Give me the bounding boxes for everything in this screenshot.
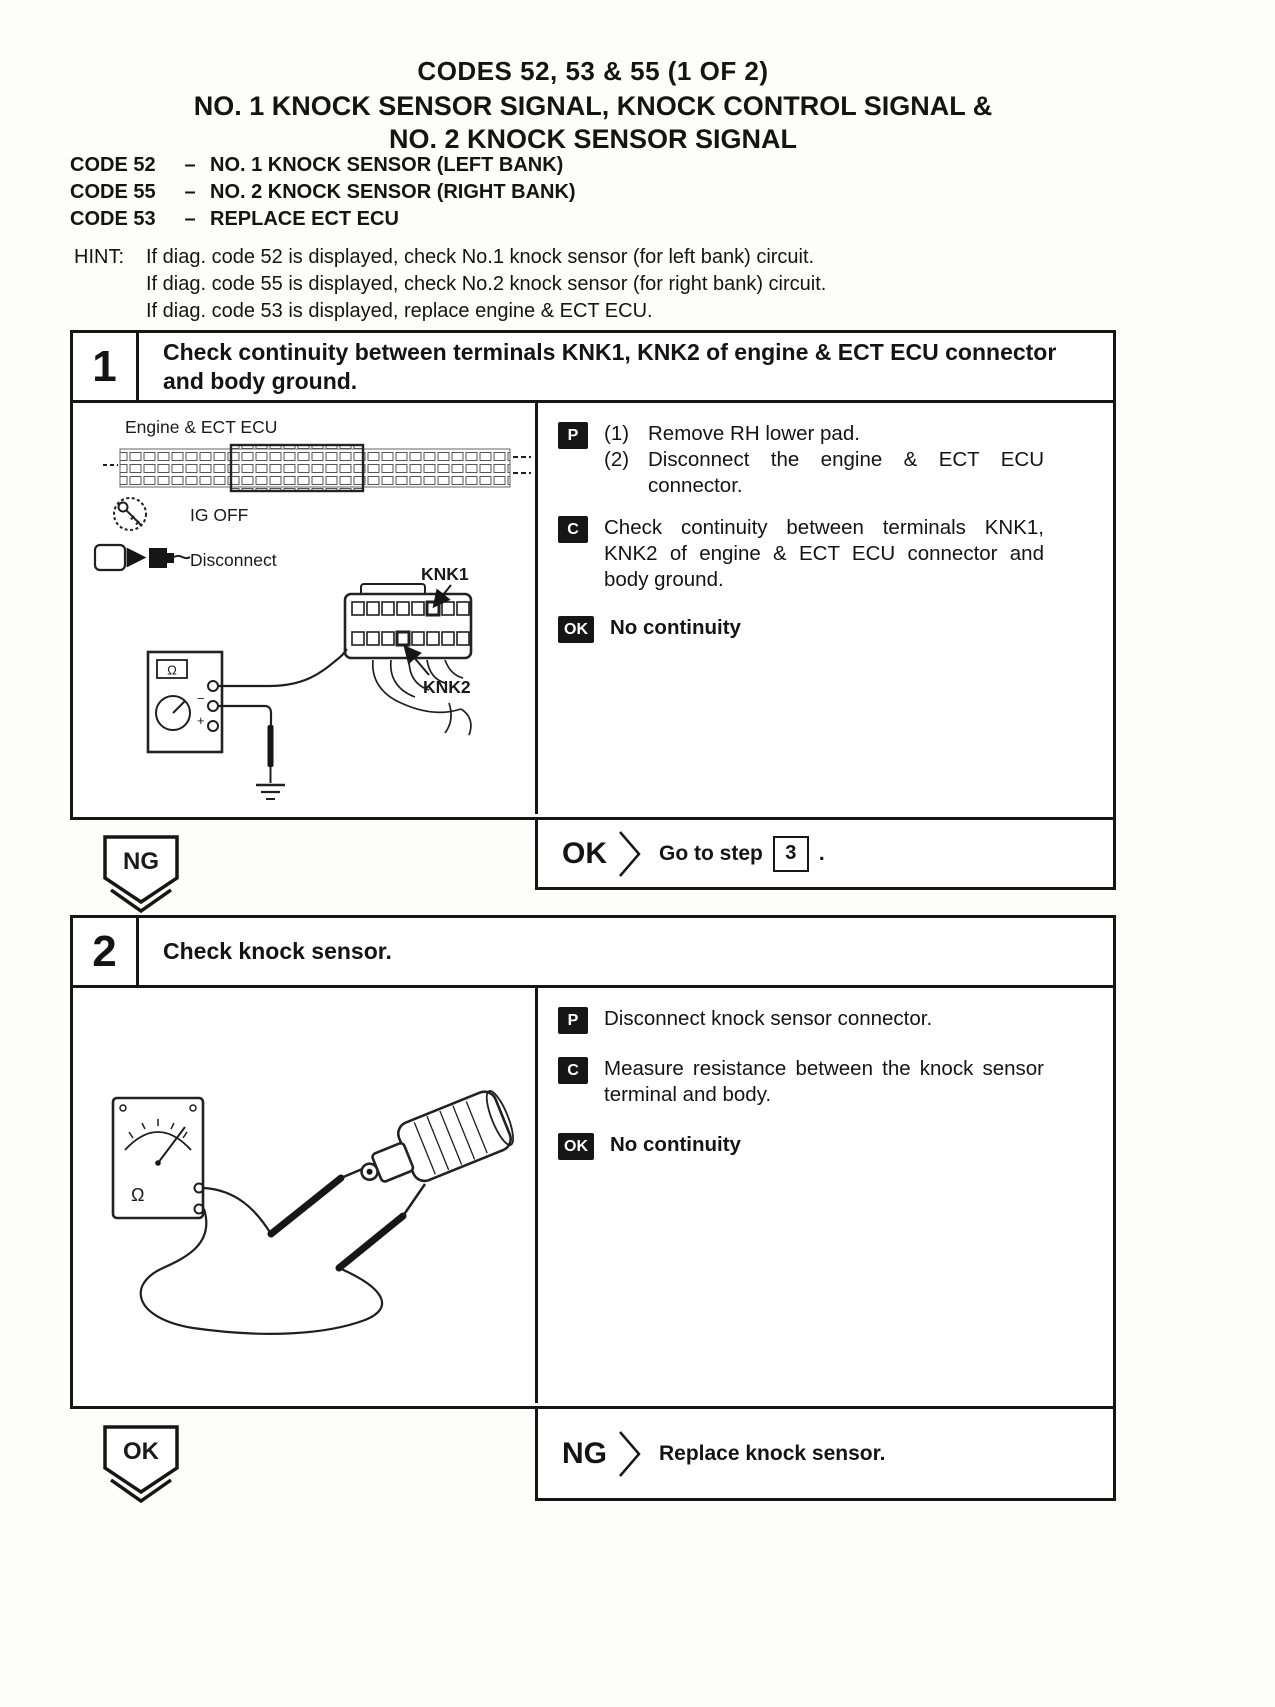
period: .	[818, 841, 825, 865]
ok-spec	[558, 1132, 1089, 1160]
code-dash: –	[184, 154, 196, 176]
check-text: Check continuity between terminals KNK1, KNK2 of engine & ECT ECU connector and body ground.	[604, 516, 1044, 591]
disconnect-icon	[95, 545, 190, 570]
step-2-diagram	[73, 988, 538, 1403]
flow-chevron-icon	[617, 1429, 643, 1479]
code-id: CODE 52	[70, 154, 156, 176]
code-row	[70, 179, 576, 206]
step-1-title: Check continuity between terminals KNK1, KNK2 of engine & ECT ECU connector and body ground.	[163, 338, 1057, 394]
step-1-instructions	[538, 403, 1113, 814]
step-1-number: 1	[73, 333, 139, 400]
ng-action-text: Replace knock sensor.	[659, 1441, 886, 1465]
prepare-badge: P	[558, 422, 588, 449]
knock-sensor	[350, 1086, 519, 1202]
ok-spec-text: No continuity	[610, 1133, 741, 1156]
prepare-item	[604, 447, 1044, 499]
disconnect-label: Disconnect	[190, 550, 277, 570]
step-2-box	[70, 915, 1116, 1409]
ecu-connector-block	[345, 584, 471, 658]
hint-block	[74, 244, 826, 325]
hint-label: HINT:	[74, 246, 124, 268]
code-dash: –	[184, 181, 196, 203]
ignition-key-icon	[114, 498, 146, 530]
ok-badge: OK	[558, 1133, 594, 1160]
knock-sensor-test-diagram	[73, 988, 535, 1403]
code-id: CODE 55	[70, 181, 156, 203]
go-to-step-text: Go to step	[659, 841, 763, 865]
check-step	[558, 1056, 1089, 1108]
ok-flow-marker	[102, 1424, 182, 1504]
prepare-step	[558, 1006, 1089, 1034]
code-row	[70, 152, 576, 179]
ecu-connector-label: Engine & ECT ECU	[125, 417, 278, 437]
ok-spec	[558, 615, 1089, 643]
svg-text:+: +	[197, 713, 205, 728]
step-2-instructions	[538, 988, 1113, 1403]
flow-chevron-icon	[617, 829, 643, 879]
title-line-2: NO. 1 KNOCK SENSOR SIGNAL, KNOCK CONTROL SIGNAL &	[193, 91, 993, 121]
hint-line: If diag. code 55 is displayed, check No.2 knock sensor (for right bank) circuit.	[146, 273, 827, 295]
prepare-text: Disconnect knock sensor connector.	[604, 1007, 933, 1030]
title-line-1: CODES 52, 53 & 55 (1 OF 2)	[417, 56, 769, 86]
check-badge: C	[558, 516, 588, 543]
ecu-connector-strip	[103, 445, 531, 491]
step-2-number: 2	[73, 918, 139, 985]
code-desc: NO. 1 KNOCK SENSOR (LEFT BANK)	[210, 154, 564, 176]
item-text: Remove RH lower pad.	[648, 422, 860, 445]
analog-ohmmeter	[113, 1098, 204, 1218]
test-leads	[218, 649, 347, 783]
step-2-header	[73, 918, 1113, 988]
hint-line: If diag. code 52 is displayed, check No.1 knock sensor (for left bank) circuit.	[146, 246, 815, 268]
item-text: Disconnect the engine & ECT ECU connector.	[648, 448, 1044, 497]
prepare-step	[558, 421, 1089, 499]
prepare-badge: P	[558, 1007, 588, 1034]
code-list	[70, 152, 576, 233]
step-2-ng-result	[535, 1409, 1116, 1501]
wire-harness	[373, 660, 471, 735]
title-line-3: NO. 2 KNOCK SENSOR SIGNAL	[388, 124, 798, 154]
code-id: CODE 53	[70, 208, 156, 230]
knk1-label: KNK1	[421, 564, 469, 584]
continuity-check-diagram	[73, 403, 535, 814]
ng-marker-label: NG	[123, 848, 159, 875]
ng-flow-marker	[102, 834, 182, 914]
ig-off-label: IG OFF	[190, 505, 249, 525]
hint-line: If diag. code 53 is displayed, replace engine & ECT ECU.	[146, 300, 653, 322]
hint-lines	[146, 244, 826, 325]
prepare-item	[604, 421, 1044, 447]
check-step	[558, 515, 1089, 593]
ng-result-label: NG	[562, 1436, 607, 1470]
test-probes	[271, 1167, 425, 1268]
page-title	[70, 56, 1116, 155]
ok-marker-label: OK	[123, 1438, 159, 1465]
ok-spec-text: No continuity	[610, 616, 741, 639]
svg-text:−: −	[197, 691, 205, 706]
ok-result-label: OK	[562, 836, 607, 870]
code-desc: REPLACE ECT ECU	[210, 208, 399, 230]
step-1-box	[70, 330, 1116, 820]
ohm-symbol: Ω	[167, 662, 177, 678]
item-number: (2)	[604, 448, 630, 471]
multimeter	[148, 652, 222, 752]
code-dash: –	[184, 208, 196, 230]
ohm-symbol: Ω	[131, 1185, 145, 1205]
step-1-diagram	[73, 403, 538, 814]
step-1-ok-result	[535, 820, 1116, 890]
prepare-items	[604, 421, 1044, 499]
code-row	[70, 206, 576, 233]
ground-symbol	[256, 785, 285, 799]
code-desc: NO. 2 KNOCK SENSOR (RIGHT BANK)	[210, 181, 576, 203]
check-badge: C	[558, 1057, 588, 1084]
step-1-header	[73, 333, 1113, 403]
knk2-label: KNK2	[423, 677, 471, 697]
step-ref-box: 3	[773, 836, 809, 872]
check-text: Measure resistance between the knock sensor terminal and body.	[604, 1057, 1044, 1106]
step-2-title: Check knock sensor.	[163, 938, 392, 964]
item-number: (1)	[604, 422, 630, 445]
ok-badge: OK	[558, 616, 594, 643]
